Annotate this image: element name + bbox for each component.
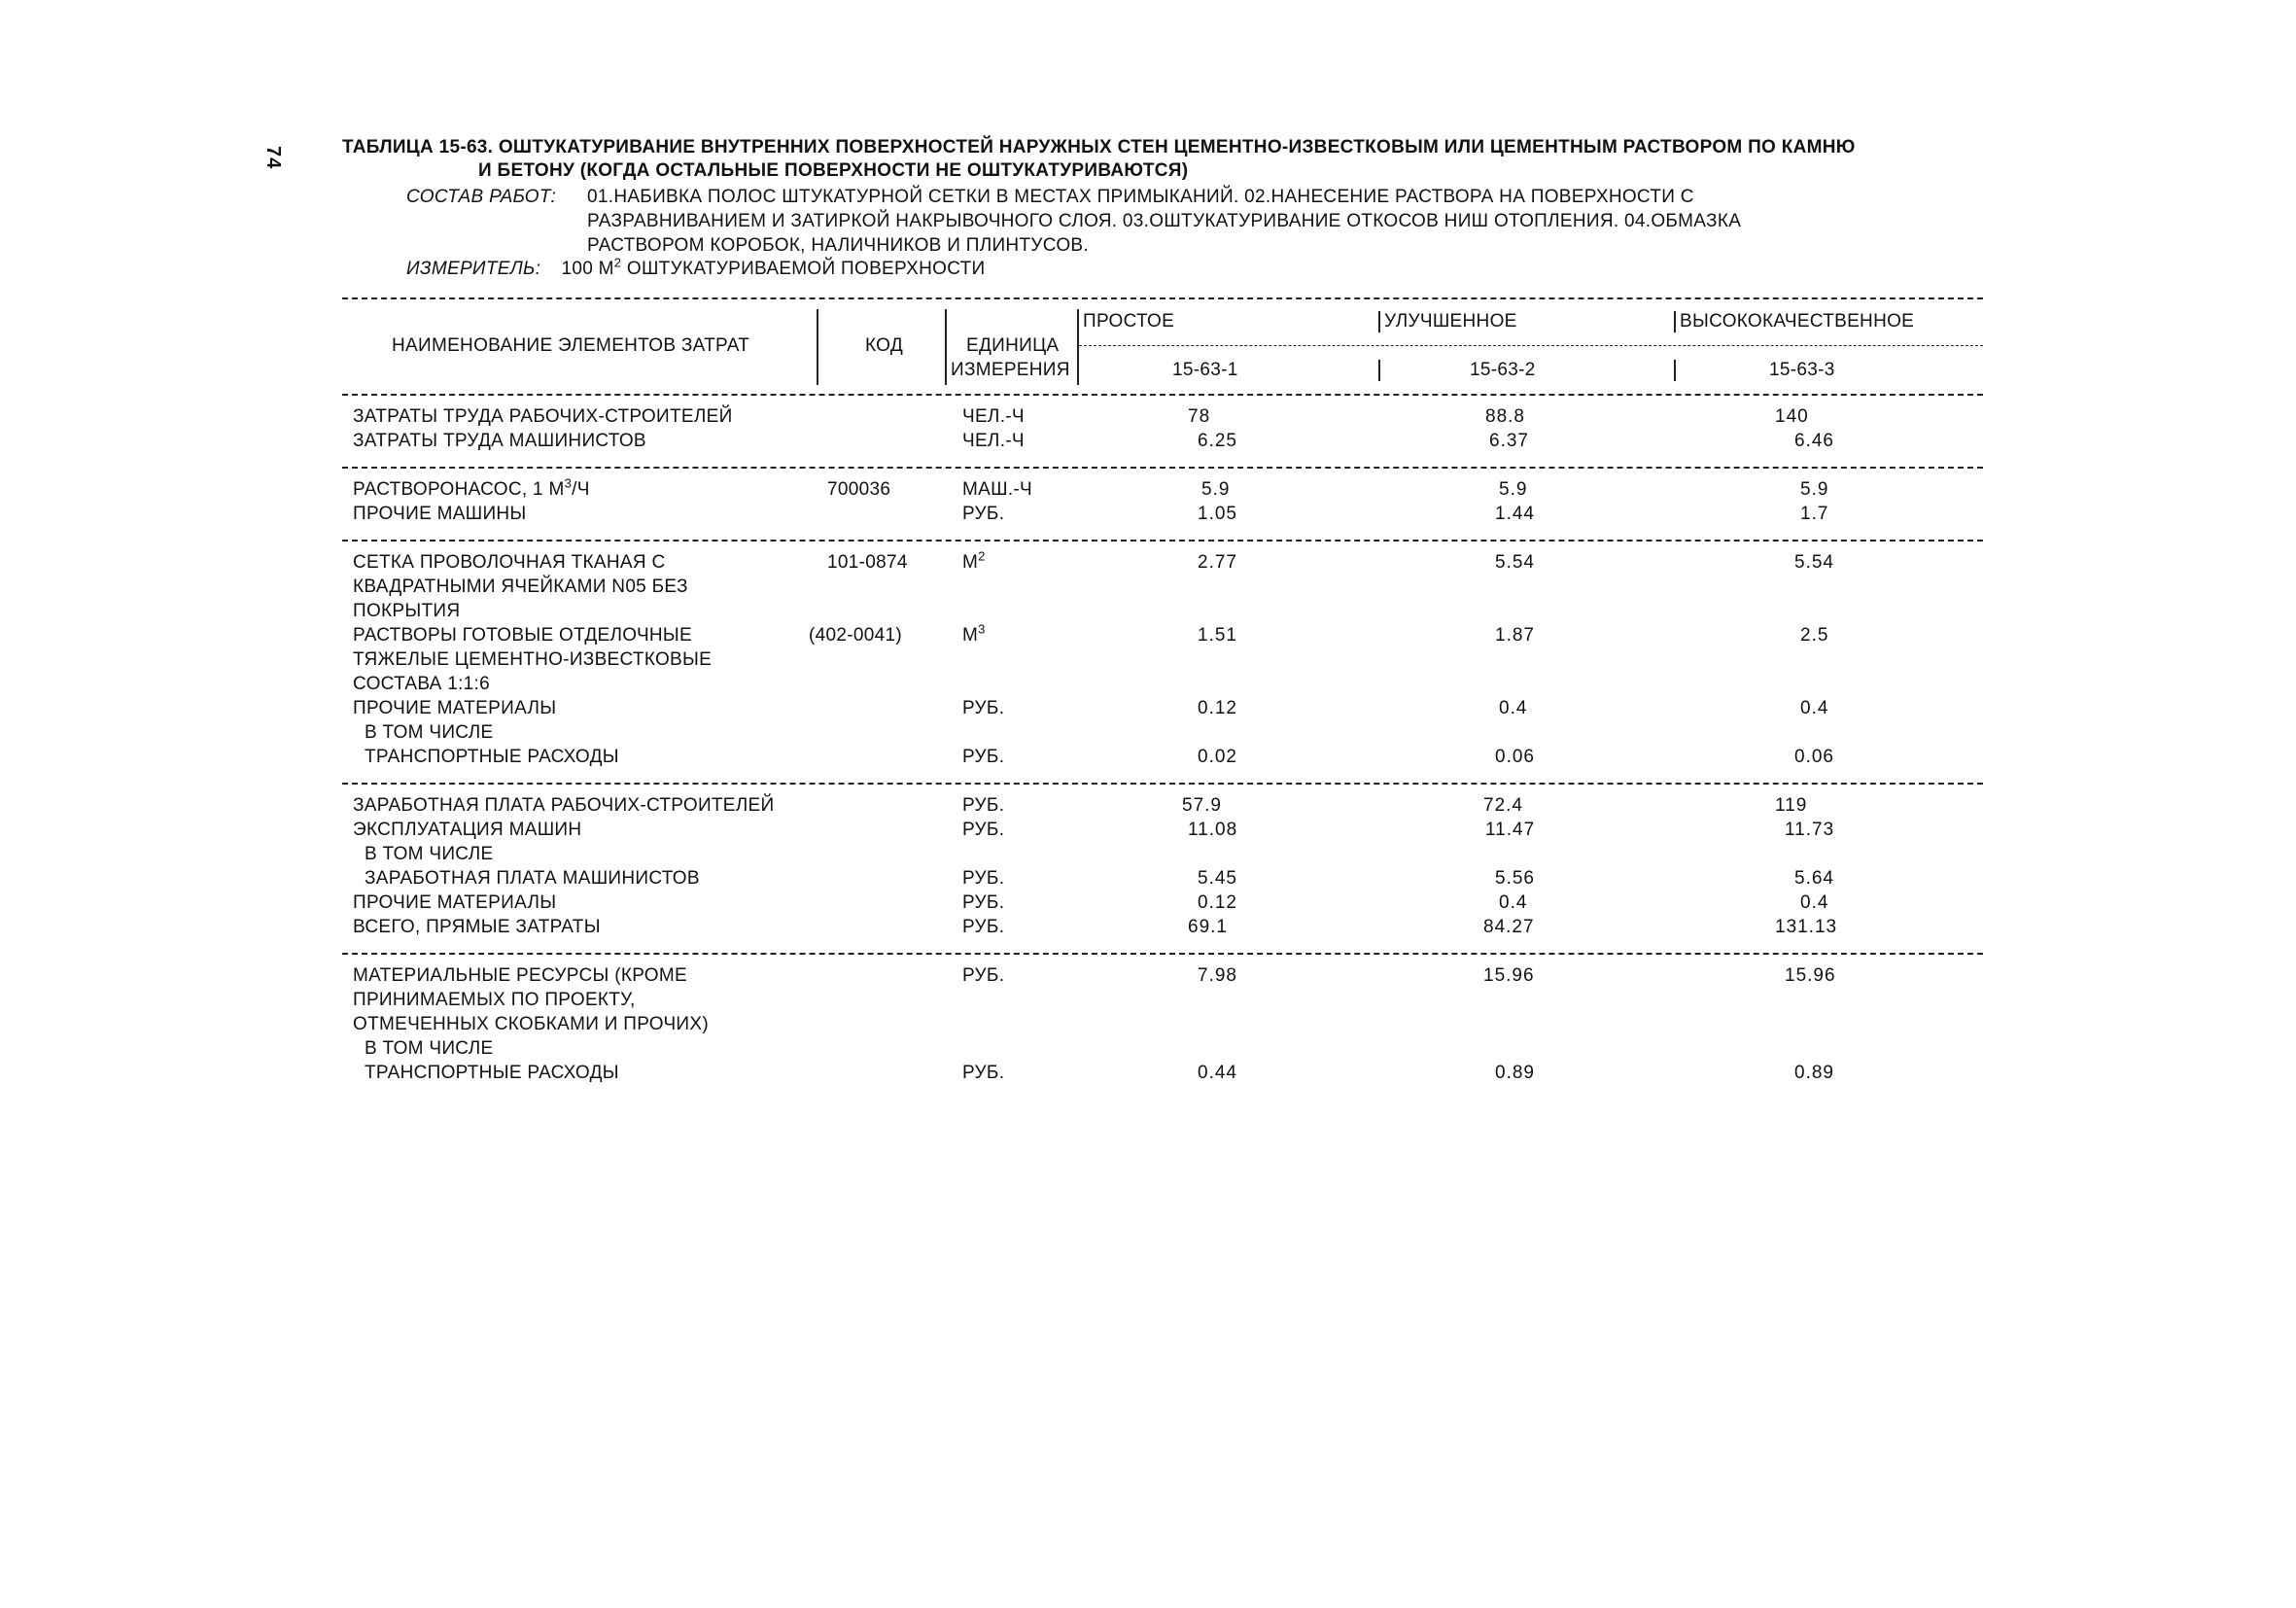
row-value-col1: 0.44 [1198,1063,1237,1083]
row-unit: РУБ. [962,868,1005,889]
row-value-col2: 84.27 [1483,917,1535,937]
row-value-col3: 5.9 [1800,479,1829,500]
row-value-col1: 11.08 [1188,820,1238,840]
row-unit: РУБ. [962,917,1005,937]
row-name-cont: В ТОМ ЧИСЛЕ [365,844,494,864]
row-value-col3: 0.06 [1794,747,1834,767]
row-value-col3: 2.5 [1800,625,1829,646]
row-value-col3: 131.13 [1775,917,1838,937]
row-code: 101-0874 [827,552,908,573]
work-composition [406,185,1942,258]
row-name: ПРОЧИЕ МАТЕРИАЛЫ [353,698,557,718]
header-bottom-rule [342,394,1983,396]
row-name-cont: ТЯЖЕЛЫЕ ЦЕМЕНТНО-ИЗВЕСТКОВЫЕ [353,649,713,670]
header-col2-code: 15-63-2 [1470,360,1536,380]
header-separator [1378,311,1380,332]
row-value-col2: 72.4 [1483,795,1523,816]
row-value-col2: 0.06 [1495,747,1535,767]
composition-line-3: РАСТВОРОМ КОРОБОК, НАЛИЧНИКОВ И ПЛИНТУСОВ. [587,235,1089,256]
measure-value: 100 $М^2$ ОШТУКАТУРИВАЕМОЙ ПОВЕРХНОСТИ [561,255,986,279]
row-value-col1: 6.25 [1198,431,1237,451]
row-value-col3: 0.4 [1800,892,1829,913]
section-rule-4 [342,953,1983,955]
row-value-col2: 88.8 [1485,406,1525,427]
row-name-cont: КВАДРАТНЫМИ ЯЧЕЙКАМИ N05 БЕЗ [353,577,688,597]
row-value-col3: 15.96 [1785,965,1836,986]
table-title-line-1: ТАБЛИЦА 15-63. ОШТУКАТУРИВАНИЕ ВНУТРЕННИХ ПОВЕРХНОСТЕЙ НАРУЖНЫХ СТЕН ЦЕМЕНТНО-ИЗВЕСТКОВЫМ ИЛИ ЦЕМЕНТНЫМ РАСТВОРОМ ПО КАМНЮ [342,137,1856,157]
header-separator [945,309,947,385]
row-value-col1: 7.98 [1198,965,1237,986]
row-unit: РУБ. [962,1063,1005,1083]
header-separator [1077,309,1079,385]
row-value-col3: 119 [1775,795,1808,816]
row-value-col1: 1.51 [1198,625,1237,646]
row-value-col2: 15.96 [1483,965,1535,986]
row-name-cont: СОСТАВА 1:1:6 [353,674,490,694]
row-value-col1: 2.77 [1198,552,1237,573]
header-col2-title: УЛУЧШЕННОЕ [1384,311,1517,332]
row-name: ВСЕГО, ПРЯМЫЕ ЗАТРАТЫ [353,917,601,937]
composition-line-1: 01.НАБИВКА ПОЛОС ШТУКАТУРНОЙ СЕТКИ В МЕСТАХ ПРИМЫКАНИЙ. 02.НАНЕСЕНИЕ РАСТВОРА НА ПОВЕРХНОСТИ С [587,187,1694,207]
header-unit-line-2: ИЗМЕРЕНИЯ [951,360,1070,380]
page-number: 74 [262,146,284,170]
row-value-col2: 5.56 [1495,868,1535,889]
row-unit: РУБ. [962,504,1005,524]
row-value-col2: 11.47 [1485,820,1536,840]
row-value-col3: 6.46 [1794,431,1834,451]
row-unit: ЧЕЛ.-Ч [962,431,1025,451]
row-name-cont: В ТОМ ЧИСЛЕ [365,722,494,743]
row-value-col3: 0.4 [1800,698,1829,718]
row-code: (402-0041) [809,625,902,646]
row-value-col1: 5.45 [1198,868,1237,889]
row-value-col2: 0.4 [1499,892,1528,913]
row-value-col1: 0.12 [1198,698,1237,718]
row-name-cont: ПОКРЫТИЯ [353,601,461,621]
row-name: ЭКСПЛУАТАЦИЯ МАШИН [353,820,582,840]
table-title-line-2: И БЕТОНУ (КОГДА ОСТАЛЬНЫЕ ПОВЕРХНОСТИ НЕ ОШТУКАТУРИВАЮТСЯ) [478,160,1189,181]
header-unit-line-1: ЕДИНИЦА [966,335,1060,356]
header-col3-title: ВЫСОКОКАЧЕСТВЕННОЕ [1680,311,1915,332]
row-unit: МАШ.-Ч [962,479,1032,500]
row-name: РАСТВОРЫ ГОТОВЫЕ ОТДЕЛОЧНЫЕ [353,625,693,646]
row-value-col3: 140 [1775,406,1809,427]
row-value-col1: 0.12 [1198,892,1237,913]
row-unit: $М^3$ [962,621,986,646]
row-value-col2: 0.89 [1495,1063,1535,1083]
row-name: ЗАТРАТЫ ТРУДА МАШИНИСТОВ [353,431,646,451]
header-separator [1674,360,1676,381]
row-value-col1: 5.9 [1201,479,1231,500]
row-name: ПРОЧИЕ МАШИНЫ [353,504,527,524]
section-rule-2 [342,540,1983,542]
row-unit: $М^2$ [962,548,986,573]
row-value-col3: 1.7 [1800,504,1829,524]
header-mid-rule [1079,345,1983,346]
section-rule-1 [342,467,1983,469]
row-value-col1: 0.02 [1198,747,1237,767]
row-name: РАСТВОРОНАСОС, 1 $М^3/Ч$ [353,475,590,500]
header-separator [1378,360,1380,381]
row-name-cont: ОТМЕЧЕННЫХ СКОБКАМИ И ПРОЧИХ) [353,1014,709,1034]
row-name: ТРАНСПОРТНЫЕ РАСХОДЫ [365,1063,619,1083]
row-name-cont: ПРИНИМАЕМЫХ ПО ПРОЕКТУ, [353,990,636,1010]
composition-line-2: РАЗРАВНИВАНИЕМ И ЗАТИРКОЙ НАКРЫВОЧНОГО СЛОЯ. 03.ОШТУКАТУРИВАНИЕ ОТКОСОВ НИШ ОТОПЛЕНИЯ. 04.ОБМАЗКА [587,211,1742,231]
header-col3-code: 15-63-3 [1769,360,1835,380]
row-value-col2: 5.9 [1499,479,1528,500]
row-unit: РУБ. [962,820,1005,840]
header-col1-code: 15-63-1 [1172,360,1238,380]
row-value-col1: 1.05 [1198,504,1237,524]
row-unit: РУБ. [962,965,1005,986]
row-value-col3: 5.54 [1794,552,1834,573]
row-value-col3: 11.73 [1785,820,1835,840]
row-name: МАТЕРИАЛЬНЫЕ РЕСУРСЫ (КРОМЕ [353,965,687,986]
header-separator [817,309,818,385]
row-name: ЗАРАБОТНАЯ ПЛАТА МАШИНИСТОВ [365,868,700,889]
measure-unit [406,255,986,280]
row-value-col2: 0.4 [1499,698,1528,718]
row-unit: ЧЕЛ.-Ч [962,406,1025,427]
row-name: СЕТКА ПРОВОЛОЧНАЯ ТКАНАЯ С [353,552,666,573]
row-code: 700036 [827,479,891,500]
row-value-col1: 57.9 [1182,795,1222,816]
table-top-rule [342,297,1983,299]
row-name: ТРАНСПОРТНЫЕ РАСХОДЫ [365,747,619,767]
header-code: КОД [865,335,903,356]
row-value-col2: 6.37 [1489,431,1529,451]
header-separator [1674,311,1676,332]
row-name: ЗАРАБОТНАЯ ПЛАТА РАБОЧИХ-СТРОИТЕЛЕЙ [353,795,775,816]
row-unit: РУБ. [962,892,1005,913]
row-value-col2: 5.54 [1495,552,1535,573]
header-col1-title: ПРОСТОЕ [1083,311,1175,332]
row-name-cont: В ТОМ ЧИСЛЕ [365,1038,494,1059]
row-value-col2: 1.87 [1495,625,1535,646]
row-unit: РУБ. [962,795,1005,816]
row-unit: РУБ. [962,698,1005,718]
composition-label: СОСТАВ РАБОТ: [406,187,557,207]
table-title [342,136,1956,183]
row-value-col1: 78 [1188,406,1211,427]
measure-label: ИЗМЕРИТЕЛЬ: [406,259,541,279]
row-name: ЗАТРАТЫ ТРУДА РАБОЧИХ-СТРОИТЕЛЕЙ [353,406,733,427]
row-value-col3: 0.89 [1794,1063,1834,1083]
section-rule-3 [342,783,1983,785]
row-name: ПРОЧИЕ МАТЕРИАЛЫ [353,892,557,913]
row-value-col2: 1.44 [1495,504,1535,524]
header-name: НАИМЕНОВАНИЕ ЭЛЕМЕНТОВ ЗАТРАТ [392,335,750,356]
row-value-col1: 69.1 [1188,917,1228,937]
row-value-col3: 5.64 [1794,868,1834,889]
row-unit: РУБ. [962,747,1005,767]
